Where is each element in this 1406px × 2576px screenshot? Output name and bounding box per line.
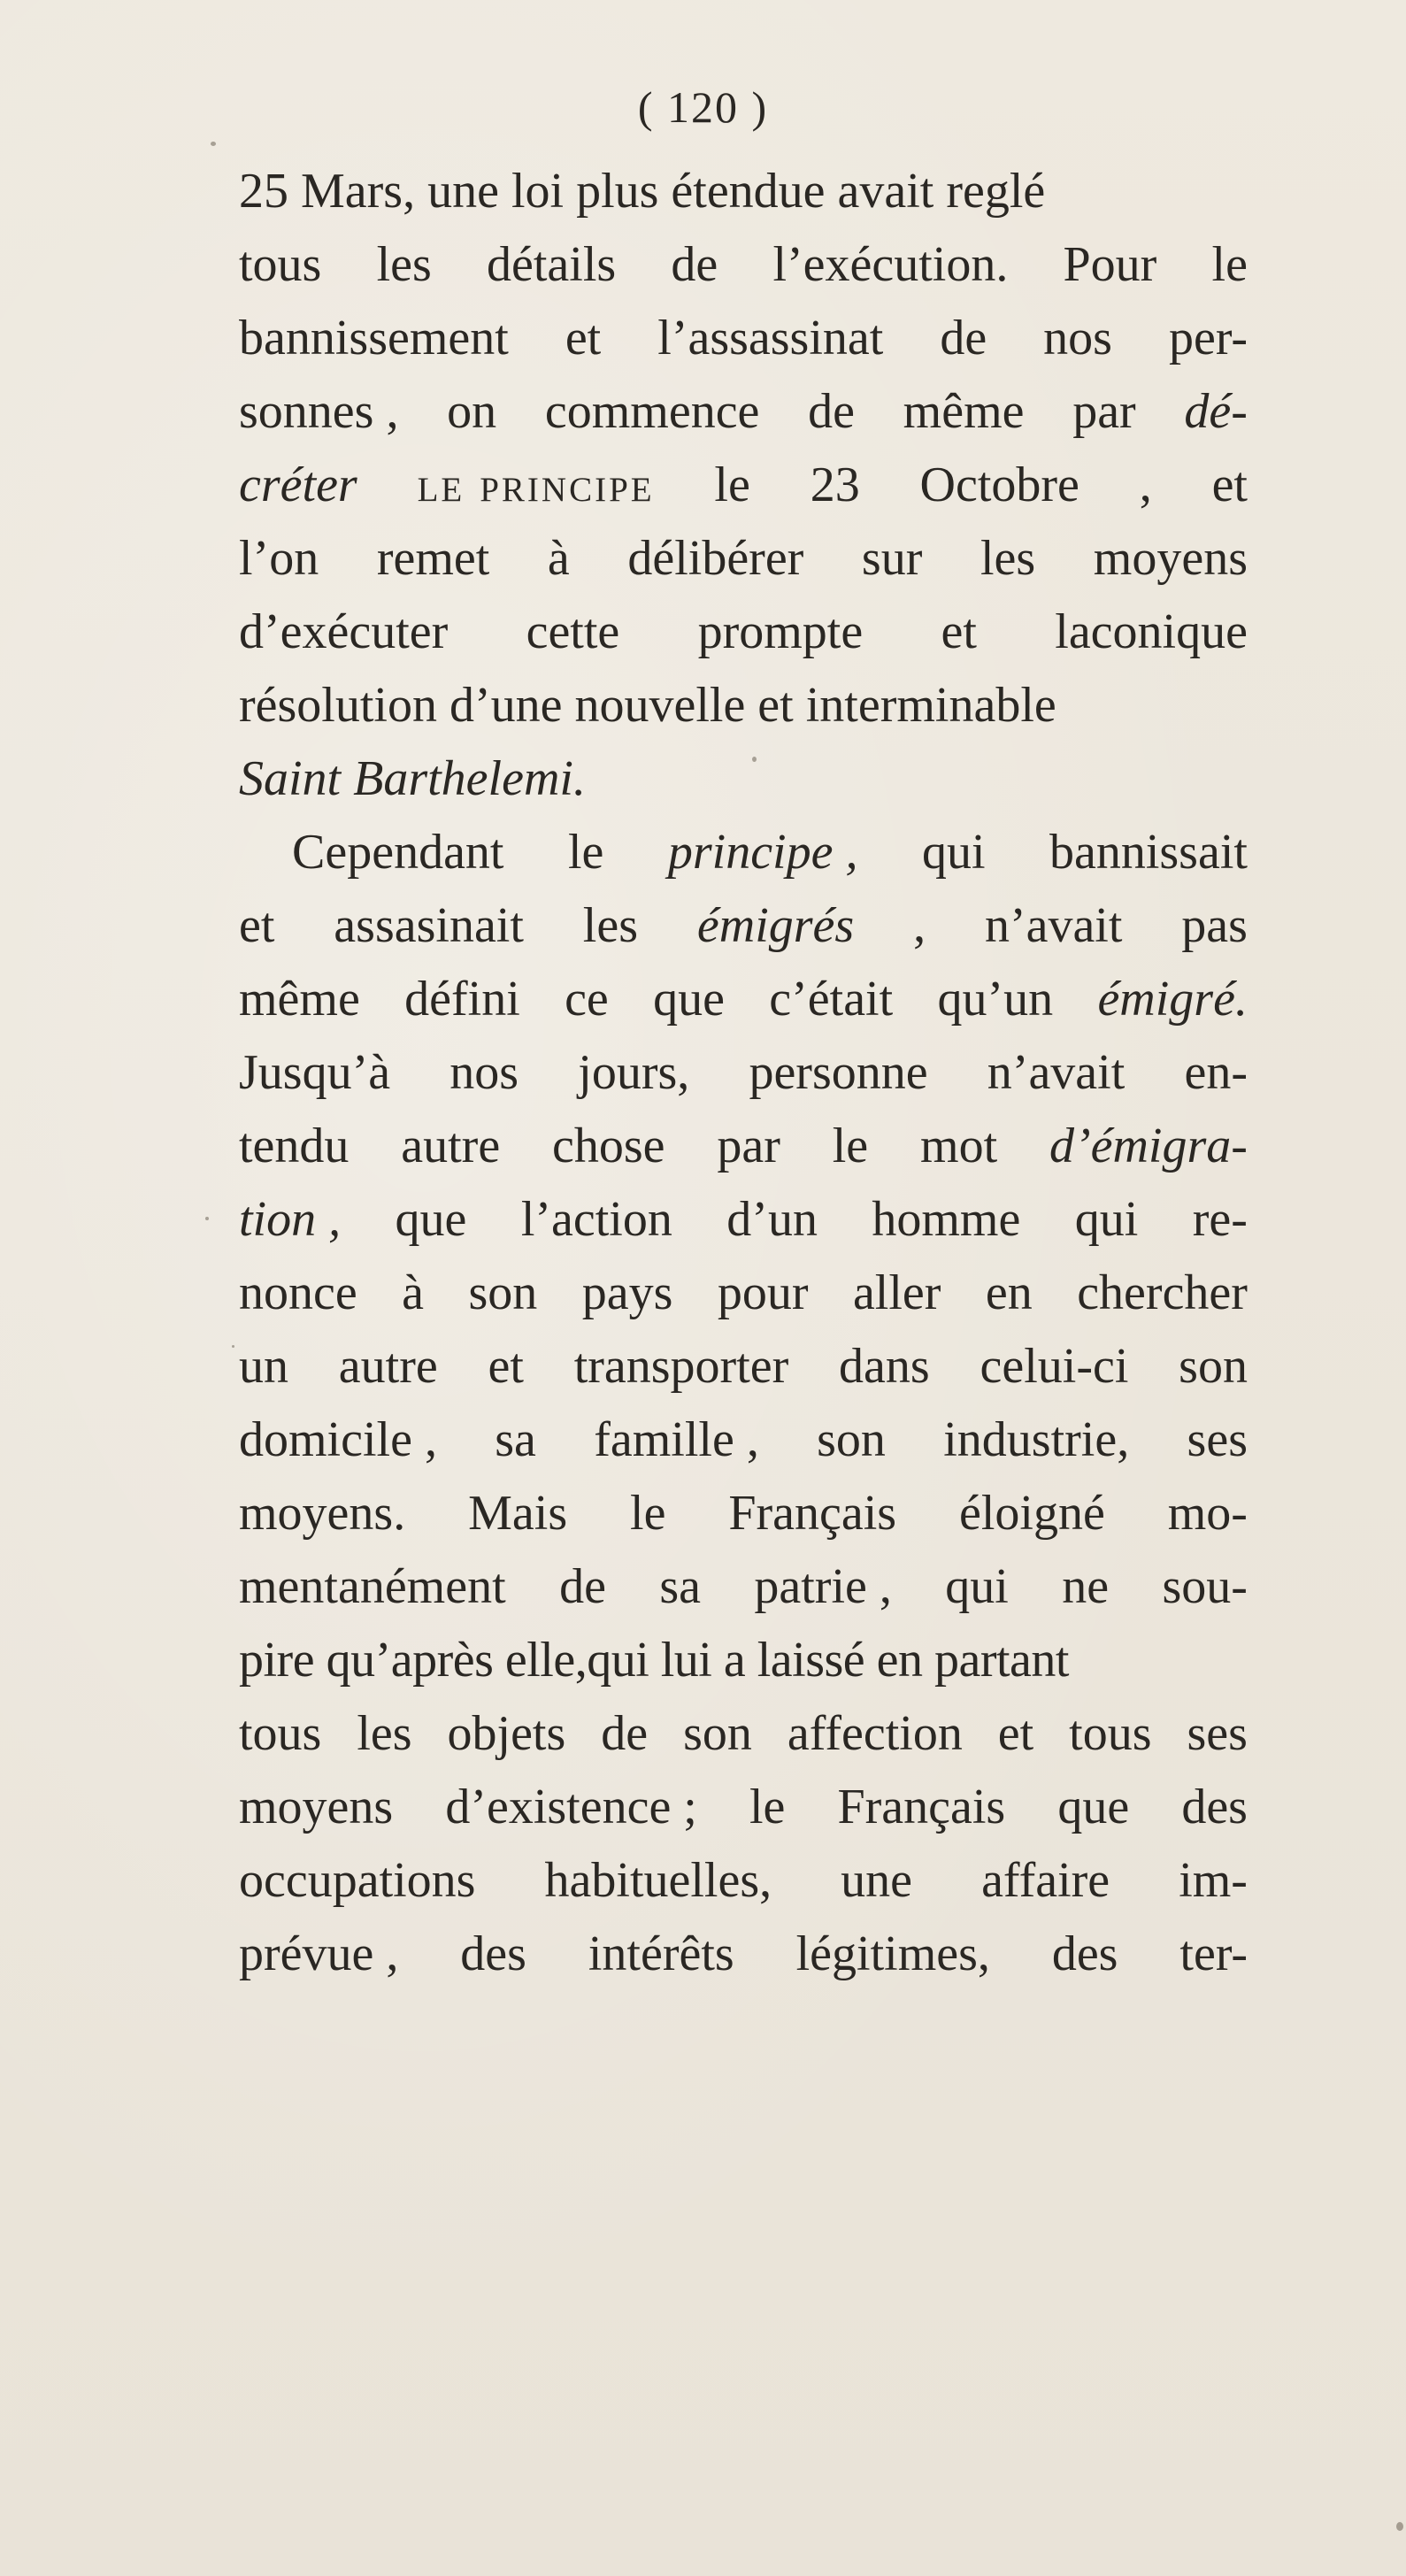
word: industrie,	[943, 1412, 1130, 1467]
word: le	[1211, 237, 1248, 292]
word: de	[940, 311, 987, 365]
word: n’avait	[984, 898, 1123, 953]
word: mentanément	[239, 1559, 506, 1614]
word: affaire	[981, 1853, 1110, 1908]
text-line	[239, 228, 1248, 302]
word: son	[817, 1412, 886, 1467]
text-line	[239, 522, 1248, 596]
text-line	[239, 1477, 1248, 1550]
text-line	[239, 889, 1248, 963]
word: autre	[338, 1339, 438, 1394]
text-line	[239, 963, 1248, 1036]
word: ce	[565, 972, 609, 1027]
word: commence	[544, 384, 760, 439]
word: l’exécution.	[772, 237, 1009, 292]
text-line	[239, 816, 1248, 889]
word: affection	[787, 1706, 963, 1761]
word: autre	[401, 1119, 501, 1173]
word: mot	[920, 1119, 998, 1173]
body-text	[239, 155, 1248, 1991]
word: chose	[552, 1119, 665, 1173]
word: dé-	[1184, 384, 1248, 439]
word: sur	[861, 531, 923, 586]
word: nos	[449, 1045, 519, 1100]
word: principe ,	[667, 825, 858, 880]
word: d’exécuter	[239, 604, 449, 659]
word: le	[714, 458, 750, 512]
word: pas	[1181, 898, 1248, 953]
word: jours,	[578, 1045, 690, 1100]
word: à	[402, 1265, 425, 1320]
word: personne	[749, 1045, 928, 1100]
word: remet	[376, 531, 490, 586]
word: tion ,	[239, 1192, 342, 1247]
word: ter-	[1179, 1926, 1248, 1981]
word: occupations	[239, 1853, 476, 1908]
word: et	[488, 1339, 524, 1394]
word: Français	[728, 1486, 897, 1541]
text-line	[239, 1330, 1248, 1403]
text-line	[239, 596, 1248, 669]
word: le	[832, 1119, 869, 1173]
text-line	[239, 1918, 1248, 1991]
word: transporter	[573, 1339, 789, 1394]
word: Cependant	[292, 825, 504, 880]
word: Français	[837, 1780, 1006, 1834]
word: patrie ,	[754, 1559, 892, 1614]
word: en	[985, 1265, 1033, 1320]
word: sonnes ,	[239, 384, 399, 439]
word: qui	[945, 1559, 1009, 1614]
word: le	[630, 1486, 666, 1541]
word: sou-	[1162, 1559, 1248, 1614]
word: prompte	[697, 604, 864, 659]
word: créter	[239, 458, 357, 512]
word: un	[239, 1339, 288, 1394]
text-line	[239, 669, 1248, 742]
word: mo-	[1167, 1486, 1248, 1541]
word: délibérer	[627, 531, 804, 586]
word: même	[239, 972, 360, 1027]
word: Saint Barthelemi.	[239, 751, 586, 806]
word: Octobre	[919, 458, 1079, 512]
word: qui	[1074, 1192, 1139, 1247]
word: éloigné	[958, 1486, 1105, 1541]
word: Jusqu’à	[239, 1045, 391, 1100]
word: domicile ,	[239, 1412, 437, 1467]
word: tendu	[239, 1119, 350, 1173]
word: d’existence ;	[445, 1780, 697, 1834]
word: tous	[239, 1706, 322, 1761]
word: émigré.	[1097, 972, 1248, 1027]
word: en-	[1184, 1045, 1248, 1100]
word: prévue ,	[239, 1926, 399, 1981]
text-line	[239, 1183, 1248, 1257]
word: par	[717, 1119, 780, 1173]
word: cette	[526, 604, 620, 659]
word: laconique	[1055, 604, 1248, 659]
word: 23	[810, 458, 860, 512]
word: famille ,	[594, 1412, 759, 1467]
text-line	[239, 1697, 1248, 1771]
word: une	[841, 1853, 913, 1908]
word: son	[468, 1265, 538, 1320]
text-line	[239, 1257, 1248, 1330]
word: Mais	[468, 1486, 568, 1541]
word: pays	[581, 1265, 673, 1320]
word: détails	[486, 237, 617, 292]
word: des	[460, 1926, 526, 1981]
text-line	[239, 1624, 1248, 1697]
word: intérêts	[588, 1926, 734, 1981]
word: qu’un	[937, 972, 1054, 1027]
word: et	[239, 898, 275, 953]
word: les	[980, 531, 1036, 586]
word: per-	[1168, 311, 1248, 365]
word: on	[447, 384, 497, 439]
word: homme	[872, 1192, 1021, 1247]
word: ,	[1139, 458, 1152, 512]
word: aller	[852, 1265, 941, 1320]
word: d’émigra-	[1049, 1119, 1248, 1173]
word: l’action	[520, 1192, 672, 1247]
word: résolution d’une nouvelle et interminable	[239, 678, 1056, 733]
word: émigrés	[696, 898, 855, 953]
word: assasinait	[334, 898, 524, 953]
word: Pour	[1063, 237, 1157, 292]
word: les	[582, 898, 639, 953]
word: pour	[717, 1265, 809, 1320]
word: des	[1181, 1780, 1248, 1834]
word: et	[565, 311, 602, 365]
word: bannissement	[239, 311, 509, 365]
text-line	[239, 1403, 1248, 1477]
word: et	[941, 604, 977, 659]
word: objets	[447, 1706, 566, 1761]
word: tous	[239, 237, 322, 292]
word: ne	[1062, 1559, 1110, 1614]
word: le	[567, 825, 604, 880]
word: que	[1057, 1780, 1130, 1834]
word: et	[997, 1706, 1034, 1761]
text-line	[239, 302, 1248, 375]
word: des	[1051, 1926, 1118, 1981]
word: et	[1211, 458, 1248, 512]
word: le	[749, 1780, 786, 1834]
word: n’avait	[987, 1045, 1126, 1100]
word: à	[547, 531, 570, 586]
word: tous	[1069, 1706, 1152, 1761]
word: sa	[495, 1412, 536, 1467]
text-line	[239, 449, 1248, 522]
word: l’assassinat	[657, 311, 884, 365]
word: de	[671, 237, 718, 292]
word: re-	[1192, 1192, 1248, 1247]
word: que	[395, 1192, 467, 1247]
word: le principe	[417, 458, 655, 512]
word: les	[376, 237, 432, 292]
word: son	[1179, 1339, 1248, 1394]
text-line	[239, 1550, 1248, 1624]
word: ,	[913, 898, 926, 953]
text-line	[239, 1844, 1248, 1918]
word: habituelles,	[544, 1853, 772, 1908]
word: défini	[404, 972, 520, 1027]
word: légitimes,	[795, 1926, 990, 1981]
word: ses	[1187, 1706, 1248, 1761]
word: les	[357, 1706, 412, 1761]
word: c’était	[769, 972, 894, 1027]
word: son	[683, 1706, 752, 1761]
word: d’un	[726, 1192, 818, 1247]
text-line	[239, 1771, 1248, 1844]
word: qui	[921, 825, 986, 880]
word: par	[1072, 384, 1136, 439]
word: moyens	[239, 1780, 394, 1834]
word: celui-ci	[980, 1339, 1129, 1394]
word: nos	[1043, 311, 1112, 365]
word: moyens	[1093, 531, 1248, 586]
word: de	[559, 1559, 606, 1614]
page-number: ( 120 )	[637, 82, 769, 132]
word: l’on	[239, 531, 319, 586]
text-line	[239, 1110, 1248, 1183]
word: 25 Mars, une loi plus étendue avait reglé	[239, 164, 1046, 219]
word: que	[653, 972, 725, 1027]
word: dans	[839, 1339, 930, 1394]
word: de	[808, 384, 855, 439]
word: chercher	[1077, 1265, 1248, 1320]
word: ses	[1187, 1412, 1248, 1467]
word: bannissait	[1049, 825, 1248, 880]
word: sa	[659, 1559, 701, 1614]
text-line	[239, 1036, 1248, 1110]
word: im-	[1179, 1853, 1248, 1908]
text-line	[239, 375, 1248, 449]
word: pire qu’après elle,qui lui a laissé en partant	[239, 1633, 1069, 1688]
text-line	[239, 742, 1248, 816]
word: de	[601, 1706, 649, 1761]
word: même	[903, 384, 1025, 439]
word: nonce	[239, 1265, 357, 1320]
text-line	[239, 155, 1248, 228]
word: moyens.	[239, 1486, 406, 1541]
